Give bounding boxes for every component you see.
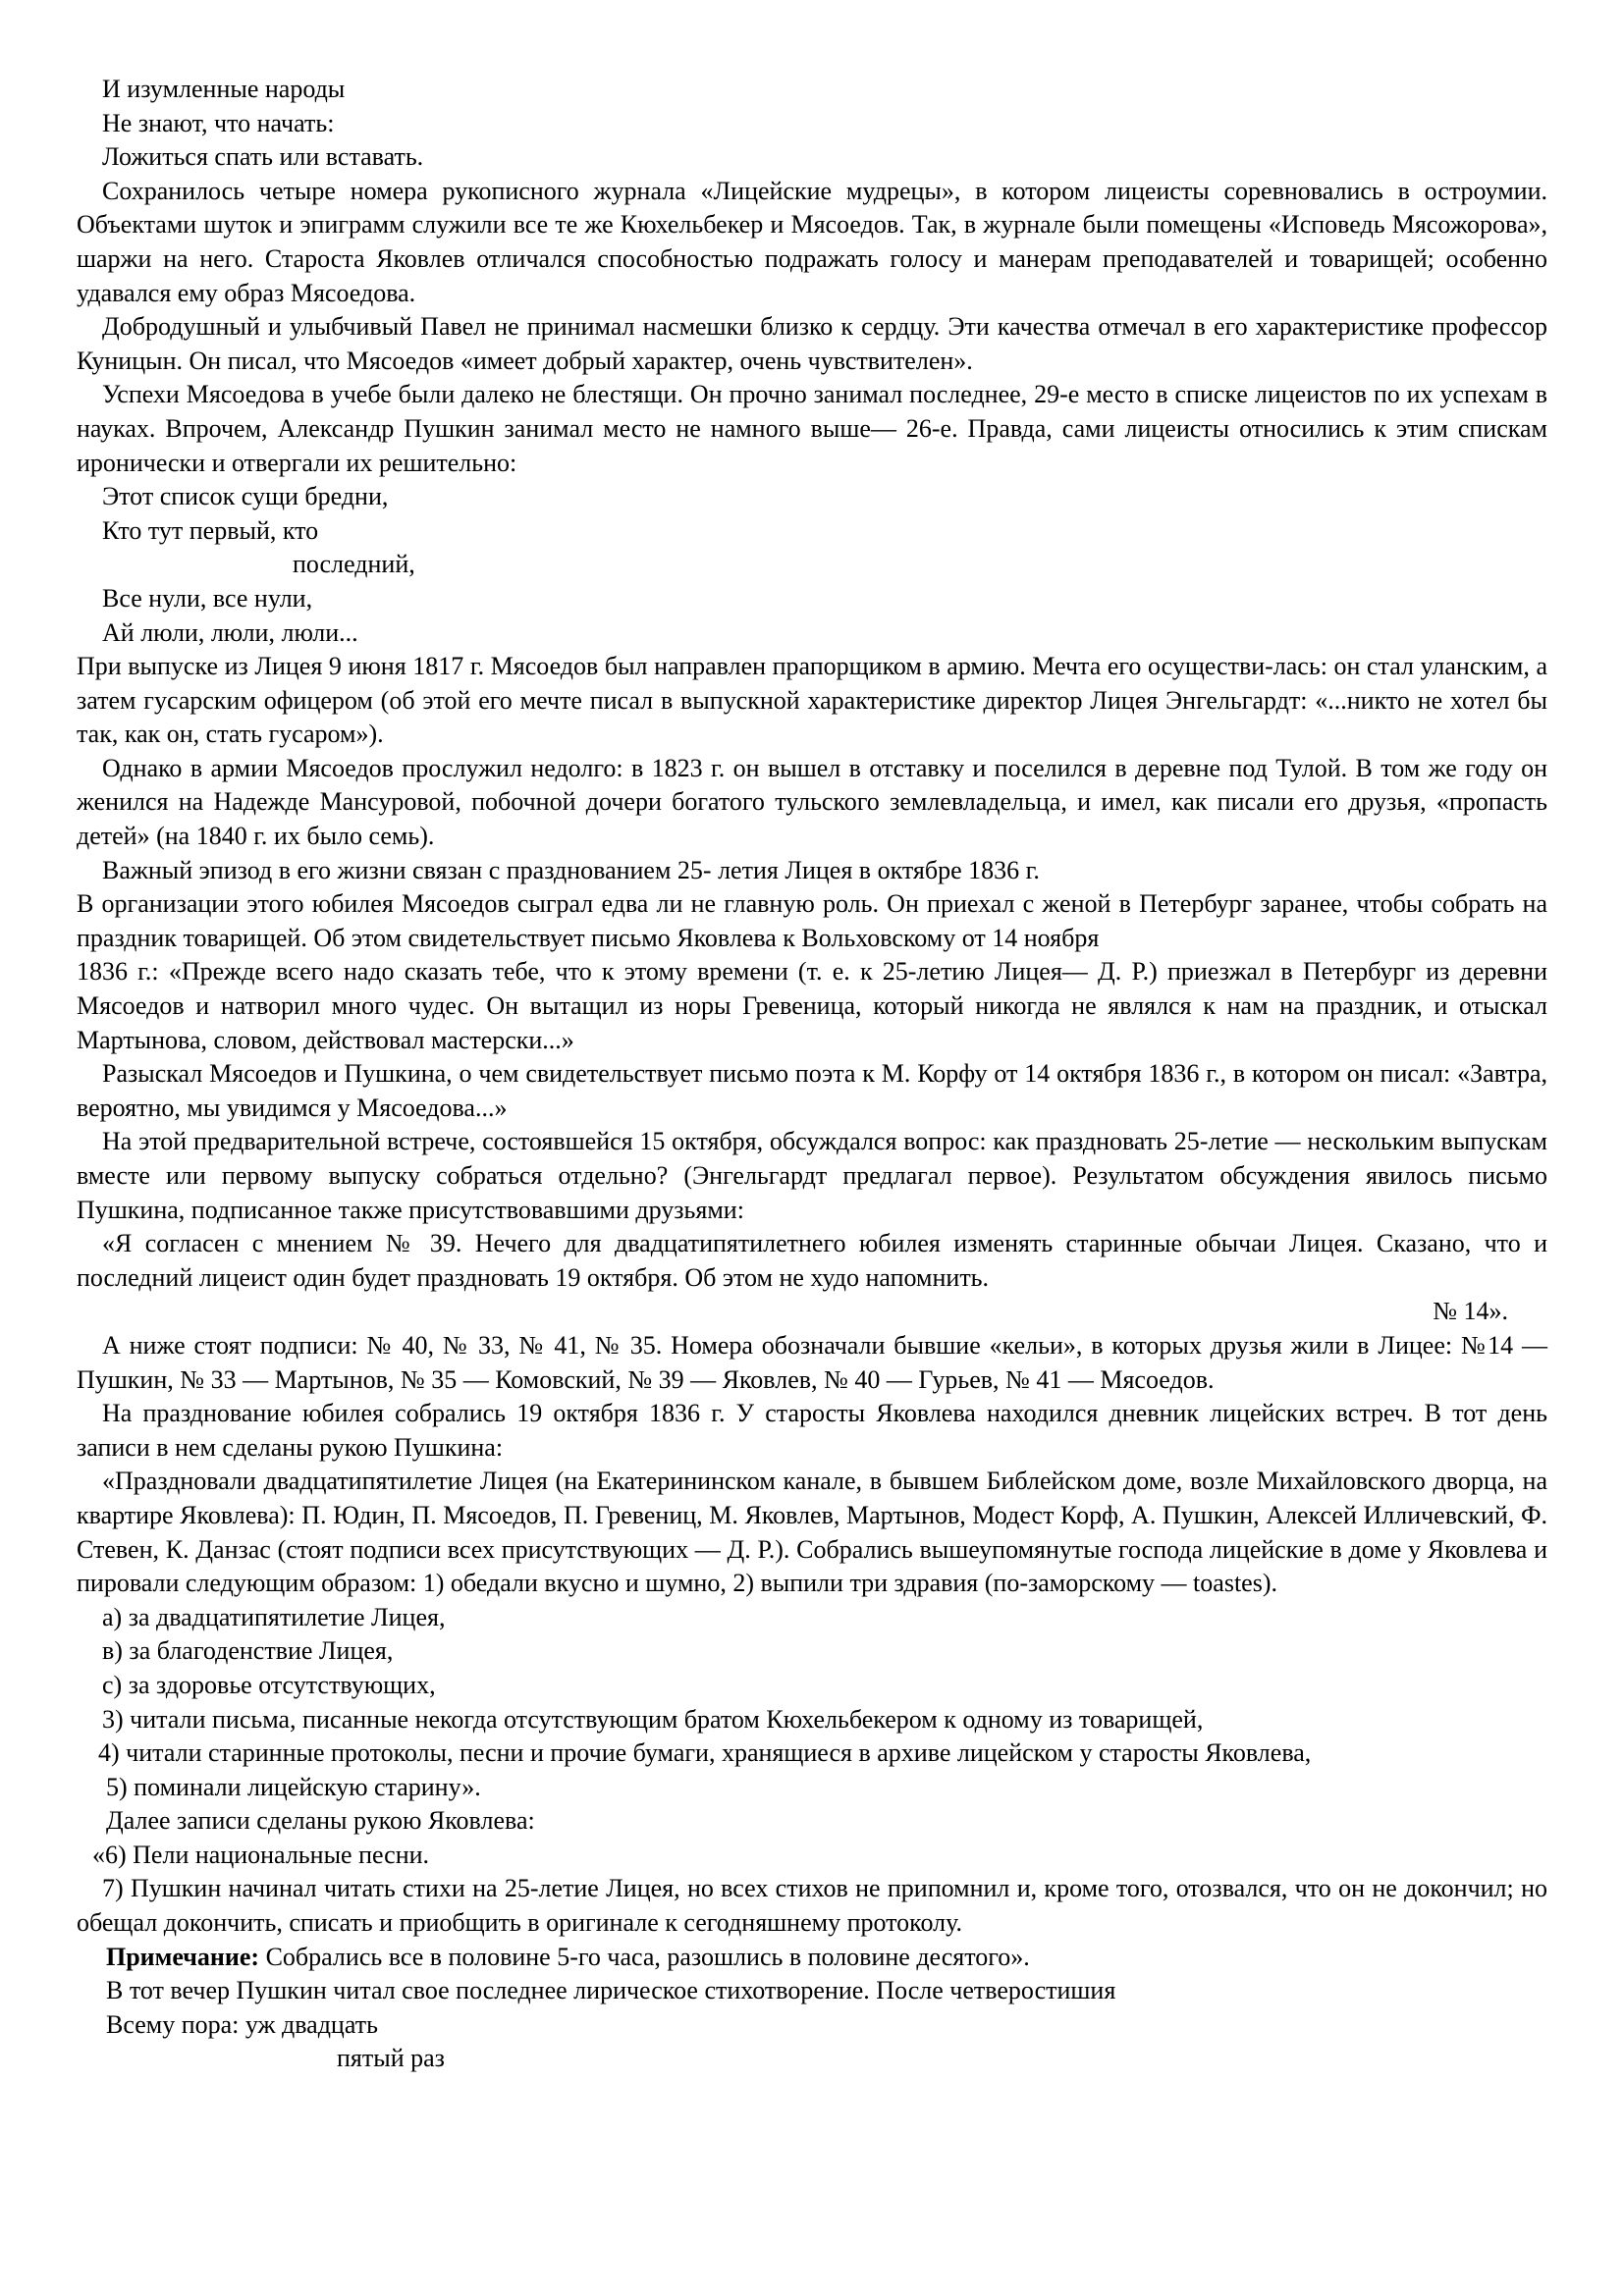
verse-line: Этот список сущи бредни, bbox=[102, 482, 389, 511]
paragraph: Однако в армии Мясоедов прослужил недолго: в 1823 г. он вышел в отставку и поселился в деревне под Тулой. В том же году он женился на Надежде Мансуровой, побочной дочери богатого тульского землевладельца, и имел, как писали его друзья, «пропасть детей» (на 1840 г. их было семь). bbox=[77, 753, 1547, 851]
paragraph: Добродушный и улыбчивый Павел не принимал насмешки близко к сердцу. Эти качества отмечал в его характеристике профессор Куницын. Он писал, что Мясоедов «имеет добрый характер, очень чувствителен». bbox=[77, 312, 1547, 375]
quoted-diary: «Праздновали двадцатипятилетие Лицея (на Екатерининском канале, в бывшем Библейском доме, возле Михайловского дворца, на квартире Яковлева): П. Юдин, П. Мясоедов, П. Гревениц, М. Яковлев, Мартынов, Модест Корф, А. Пушкин, Алексей Илличевский, Ф. Стевен, К. Данзас (стоят подписи всех присутствующих — Д. Р.). Собрались вышеупомянутые господа лицейские в доме у Яковлева и пировали следующим образом: 1) обедали вкусно и шумно, 2) выпили три здравия (по-заморскому — toastes). bbox=[77, 1467, 1547, 1598]
verse-line: Ай люли, люли, люли... bbox=[102, 617, 358, 647]
verse-line: Не знают, что начать: bbox=[102, 108, 335, 137]
verse-line: Всему пора: уж двадцать bbox=[106, 2009, 378, 2039]
paragraph: 7) Пушкин начинал читать стихи на 25-летие Лицея, но всех стихов не припомнил и, кроме того, отозвался, что он не докончил; но обещал докончить, списать и приобщить в оригинале к сегодняшнему протоколу. bbox=[77, 1874, 1547, 1938]
letter-signature: № 14». bbox=[1433, 1297, 1508, 1326]
paragraph: На празднование юбилея собрались 19 октября 1836 г. У старосты Яковлева находился дневник лицейских встреч. В тот день записи в нем сделаны рукою Пушкина: bbox=[77, 1399, 1547, 1462]
paragraph: Важный эпизод в его жизни связан с празднованием 25- летия Лицея в октябре 1836 г. bbox=[102, 855, 1040, 884]
note-text: Собрались все в половине 5-го часа, разошлись в половине десятого». bbox=[259, 1942, 1030, 1971]
list-item: в) за благоденствие Лицея, bbox=[102, 1636, 394, 1666]
verse-line: пятый раз bbox=[337, 2044, 445, 2073]
paragraph: Далее записи сделаны рукою Яковлева: bbox=[106, 1806, 535, 1836]
list-item: с) за здоровье отсутствующих, bbox=[102, 1670, 436, 1699]
list-item: 5) поминали лицейскую старину». bbox=[106, 1772, 481, 1801]
verse-line: Все нули, все нули, bbox=[102, 583, 313, 613]
paragraph: 1836 г.: «Прежде всего надо сказать тебе, что к этому времени (т. е. к 25-летию Лицея— Д. Р.) приезжал в Петербург из деревни Мясоедов и натворил много чудес. Он вытащил из норы Гревеница, который никогда не являлся к нам на праздник, и отыскал Мартынова, словом, действовал мастерски...» bbox=[77, 957, 1547, 1054]
paragraph: «6) Пели национальные песни. bbox=[92, 1840, 430, 1869]
paragraph: Разыскал Мясоедов и Пушкина, о чем свидетельствует письмо поэта к М. Корфу от 14 октября 1836 г., в котором он писал: «Завтра, вероятно, мы увидимся у Мясоедова...» bbox=[77, 1059, 1547, 1122]
list-item: 4) читали старинные протоколы, песни и прочие бумаги, хранящиеся в архиве лицейском у старосты Яковлева, bbox=[98, 1738, 1312, 1768]
list-item: а) за двадцатипятилетие Лицея, bbox=[102, 1602, 446, 1631]
verse-line: последний, bbox=[293, 550, 415, 579]
verse-line: И изумленные народы bbox=[102, 75, 346, 103]
document-body bbox=[77, 73, 1547, 2076]
paragraph: При выпуске из Лицея 9 июня 1817 г. Мясоедов был направлен прапорщиком в армию. Мечта его осуществи-лась: он стал уланским, а затем гусарским офицером (об этой его мечте писал в выпускной характеристике директор Лицея Энгельгардт: «...никто не хотел бы так, как он, стать гусаром»). bbox=[77, 652, 1547, 749]
paragraph: Успехи Мясоедова в учебе были далеко не блестящи. Он прочно занимал последнее, 29-е место в списке лицеистов по их успехам в науках. Впрочем, Александр Пушкин занимал место не намного выше— 26-е. Правда, сами лицеисты относились к этим спискам иронически и отвергали их решительно: bbox=[77, 380, 1547, 477]
note-label: Примечание: bbox=[106, 1942, 260, 1971]
paragraph: В организации этого юбилея Мясоедов сыграл едва ли не главную роль. Он приехал с женой в Петербург заранее, чтобы собрать на праздник товарищей. Об этом свидетельствует письмо Яковлева к Вольховскому от 14 ноября bbox=[77, 889, 1547, 952]
paragraph: На этой предварительной встрече, состоявшейся 15 октября, обсуждался вопрос: как праздновать 25-летие — нескольким выпускам вместе или первому выпуску собраться отдельно? (Энгельгардт предлагал первое). Результатом обсуждения явилось письмо Пушкина, подписанное также присутствовавшими друзьями: bbox=[77, 1127, 1547, 1224]
paragraph: А ниже стоят подписи: № 40, № 33, № 41, № 35. Номера обозначали бывшие «кельи», в которых друзья жили в Лицее: №14 — Пушкин, № 33 — Мартынов, № 35 — Комовский, № 39 — Яковлев, № 40 — Гурьев, № 41 — Мясоедов. bbox=[77, 1330, 1547, 1394]
note-paragraph bbox=[77, 1941, 1547, 1975]
list-item: 3) читали письма, писанные некогда отсутствующим братом Кюхельбекером к одному из товарищей, bbox=[102, 1704, 1204, 1734]
verse-line: Ложиться спать или вставать. bbox=[102, 142, 424, 172]
quoted-letter: «Я согласен с мнением № 39. Нечего для двадцатипятилетнего юбилея изменять старинные обычаи Лицея. Сказано, что и последний лицеист один будет праздновать 19 октября. Об этом не худо напомнить. bbox=[77, 1229, 1547, 1292]
paragraph: Сохранилось четыре номера рукописного журнала «Лицейские мудрецы», в котором лицеисты соревновались в остроумии. Объектами шуток и эпиграмм служили все те же Кюхельбекер и Мясоедов. Так, в журнале были помещены «Исповедь Мясожорова», шаржи на него. Староста Яковлев отличался способностью подражать голосу и манерам преподавателей и товарищей; особенно удавался ему образ Мясоедова. bbox=[77, 176, 1547, 307]
verse-line: Кто тут первый, кто bbox=[102, 515, 319, 545]
paragraph: В тот вечер Пушкин читал свое последнее лирическое стихотворение. После четверостишия bbox=[106, 1976, 1116, 2005]
